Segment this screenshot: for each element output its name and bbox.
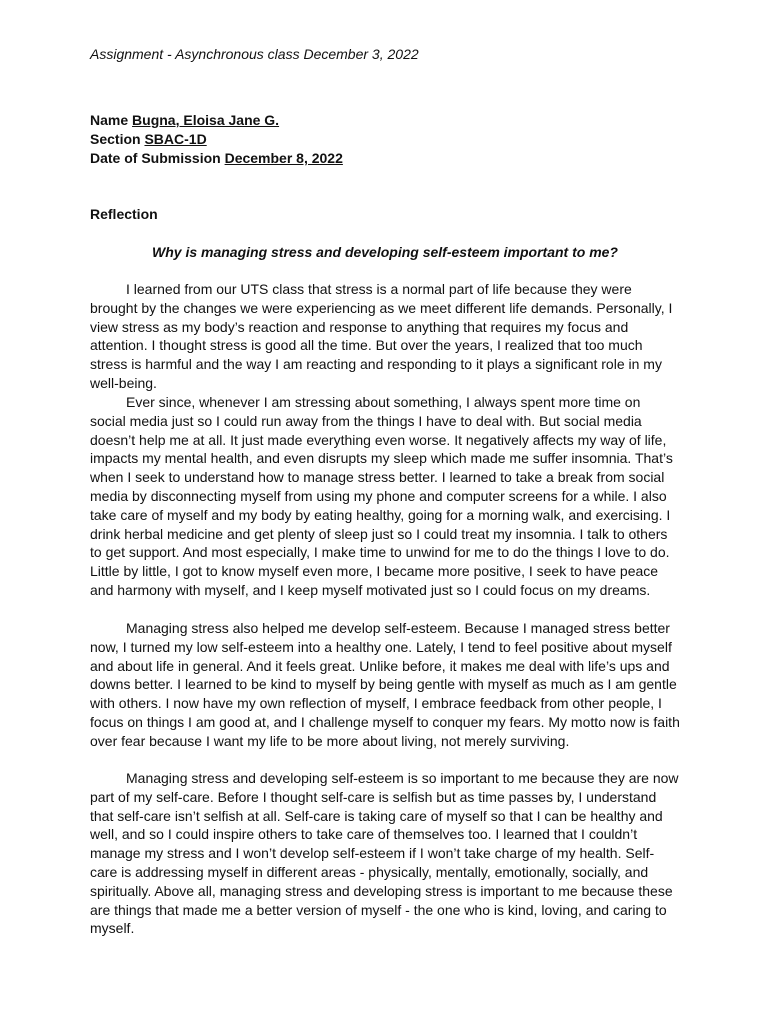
paragraph-text: Ever since, whenever I am stressing about something, I always spent more time on social media just so I could run away from the things I have to deal with. But social media doesn’t help me at all. It just made everything even worse. It negatively affects my way of life, impacts my mental health, and even disrupts my sleep which made me suffer insomnia. That’s when I seek to understand how to manage stress better. I learned to take a break from social media by disconnecting myself from using my phone and computer screens for a while. I also take care of myself and my body by eating healthy, going for a morning walk, and exercising. I drink herbal medicine and get plenty of sleep just so I could treat my insomnia. I talk to others to get support. And most especially, I make time to unwind for me to do the things I love to do. Little by little, I got to know myself even more, I became more positive, I seek to have peace and harmony with myself, and I keep myself motivated just so I could focus on my dreams.	[90, 394, 673, 598]
name-row	[90, 111, 343, 130]
assignment-header: Assignment - Asynchronous class December 3, 2022	[90, 46, 419, 62]
paragraph-2	[90, 393, 680, 600]
document-page	[90, 0, 680, 1024]
paragraph-4	[90, 769, 680, 938]
date-row	[90, 149, 343, 168]
essay-question: Why is managing stress and developing self-esteem important to me?	[152, 244, 618, 260]
name-value: Bugna, Eloisa Jane G.	[132, 112, 280, 128]
paragraph-text: I learned from our UTS class that stress is a normal part of life because they were brought by the changes we were experiencing as we meet different life demands. Personally, I view stress as my body’s reaction and response to anything that requires my focus and attention. I thought stress is good all the time. But over the years, I realized that too much stress is harmful and the way I am reacting and responding to it plays a significant role in my well-being.	[90, 281, 673, 391]
date-label: Date of Submission	[90, 150, 221, 166]
student-info	[90, 111, 343, 168]
reflection-heading: Reflection	[90, 206, 158, 222]
paragraph-text: Managing stress and developing self-esteem is so important to me because they are now part of my self-care. Before I thought self-care is selfish but as time passes by, I understand that self-care isn’t selfish at all. Self-care is taking care of myself so that I can be healthy and well, and so I could inspire others to take care of themselves too. I learned that I couldn’t manage my stress and I won’t develop self-esteem if I won’t take charge of my health. Self-care is addressing myself in different areas - physically, mentally, emotionally, socially, and spiritually. Above all, managing stress and developing stress is important to me because these are things that made me a better version of myself - the one who is kind, loving, and caring to myself.	[90, 770, 679, 937]
paragraph-3	[90, 619, 680, 751]
date-value: December 8, 2022	[224, 150, 343, 166]
section-value: SBAC-1D	[144, 131, 207, 147]
paragraph-text: Managing stress also helped me develop self-esteem. Because I managed stress better now, I turned my low self-esteem into a healthy one. Lately, I tend to feel positive about myself and about life in general. And it feels great. Unlike before, it makes me deal with life’s ups and downs better. I learned to be kind to myself by being gentle with myself as much as I am gentle with others. I now have my own reflection of myself, I embrace feedback from other people, I focus on things I am good at, and I challenge myself to conquer my fears. My motto now is faith over fear because I want my life to be more about living, not merely surviving.	[90, 620, 680, 749]
section-label: Section	[90, 131, 141, 147]
name-label: Name	[90, 112, 129, 128]
paragraph-1	[90, 280, 680, 393]
section-row	[90, 130, 343, 149]
